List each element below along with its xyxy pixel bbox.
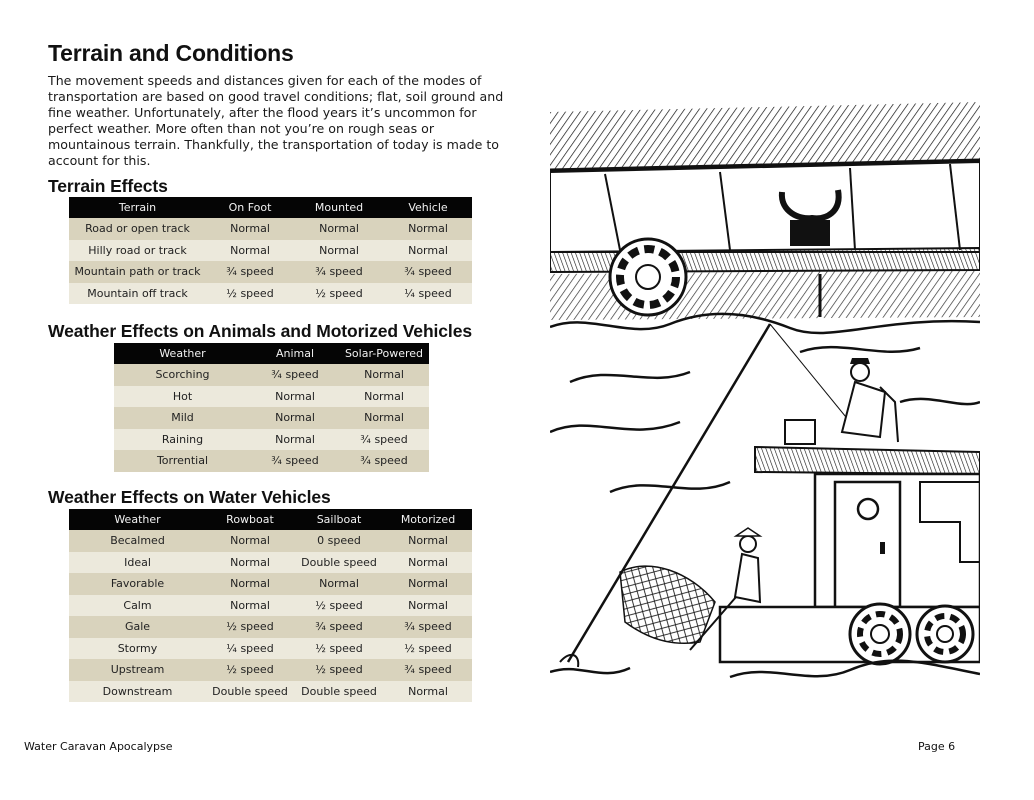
table-cell: Mountain path or track bbox=[69, 261, 206, 283]
table-cell: Normal bbox=[251, 386, 339, 408]
table-row bbox=[114, 429, 429, 451]
table-cell: Hilly road or track bbox=[69, 240, 206, 262]
table-cell: ¼ speed bbox=[384, 283, 472, 305]
table-cell: ¾ speed bbox=[339, 450, 429, 472]
table-row bbox=[69, 616, 472, 638]
column-header: Terrain bbox=[69, 197, 206, 218]
column-header: Animal bbox=[251, 343, 339, 364]
weather-animals-table bbox=[114, 343, 429, 472]
table-header-row bbox=[69, 509, 472, 530]
table-row bbox=[114, 407, 429, 429]
weather-animals-heading: Weather Effects on Animals and Motorized Vehicles bbox=[48, 321, 472, 341]
table-cell: ¾ speed bbox=[384, 659, 472, 681]
column-header: Motorized bbox=[384, 509, 472, 530]
table-cell: Double speed bbox=[294, 681, 384, 703]
table-row bbox=[114, 386, 429, 408]
table-cell: ¾ speed bbox=[294, 616, 384, 638]
table-cell: ½ speed bbox=[294, 659, 384, 681]
table-header-row bbox=[114, 343, 429, 364]
table-cell: 0 speed bbox=[294, 530, 384, 552]
table-cell: Gale bbox=[69, 616, 206, 638]
column-header: Sailboat bbox=[294, 509, 384, 530]
table-cell: Downstream bbox=[69, 681, 206, 703]
table-row bbox=[114, 364, 429, 386]
table-cell: Normal bbox=[384, 573, 472, 595]
table-cell: Normal bbox=[206, 218, 294, 240]
table-cell: Raining bbox=[114, 429, 251, 451]
table-cell: ½ speed bbox=[294, 595, 384, 617]
table-row bbox=[69, 573, 472, 595]
table-row bbox=[69, 595, 472, 617]
table-cell: ½ speed bbox=[206, 283, 294, 305]
table-cell: Normal bbox=[251, 407, 339, 429]
table-cell: Hot bbox=[114, 386, 251, 408]
weather-water-table bbox=[69, 509, 472, 702]
terrain-table bbox=[69, 197, 472, 304]
table-cell: Favorable bbox=[69, 573, 206, 595]
table-cell: Normal bbox=[384, 530, 472, 552]
table-cell: ¾ speed bbox=[206, 261, 294, 283]
table-cell: Mild bbox=[114, 407, 251, 429]
table-cell: Mountain off track bbox=[69, 283, 206, 305]
table-cell: Double speed bbox=[294, 552, 384, 574]
table-cell: ¾ speed bbox=[339, 429, 429, 451]
table-cell: ½ speed bbox=[294, 283, 384, 305]
table-cell: Normal bbox=[339, 386, 429, 408]
weather-water-heading: Weather Effects on Water Vehicles bbox=[48, 487, 331, 507]
footer-page-number: Page 6 bbox=[918, 740, 956, 753]
table-cell: Normal bbox=[206, 530, 294, 552]
table-row bbox=[69, 659, 472, 681]
table-cell: Becalmed bbox=[69, 530, 206, 552]
table-cell: Calm bbox=[69, 595, 206, 617]
page-title: Terrain and Conditions bbox=[48, 40, 294, 66]
table-row bbox=[114, 450, 429, 472]
table-cell: Normal bbox=[384, 552, 472, 574]
column-header: On Foot bbox=[206, 197, 294, 218]
table-row bbox=[69, 552, 472, 574]
table-header-row bbox=[69, 197, 472, 218]
table-cell: Normal bbox=[206, 552, 294, 574]
table-cell: ¾ speed bbox=[384, 616, 472, 638]
table-row bbox=[69, 638, 472, 660]
table-cell: Normal bbox=[206, 573, 294, 595]
table-cell: ¾ speed bbox=[294, 261, 384, 283]
table-cell: Ideal bbox=[69, 552, 206, 574]
column-header: Rowboat bbox=[206, 509, 294, 530]
table-row bbox=[69, 681, 472, 703]
table-cell: Normal bbox=[384, 218, 472, 240]
table-cell: Normal bbox=[339, 407, 429, 429]
column-header: Weather bbox=[114, 343, 251, 364]
table-cell: ¾ speed bbox=[384, 261, 472, 283]
table-row bbox=[69, 240, 472, 262]
table-cell: Normal bbox=[206, 240, 294, 262]
table-row bbox=[69, 218, 472, 240]
table-cell: ½ speed bbox=[206, 616, 294, 638]
table-cell: Normal bbox=[206, 595, 294, 617]
column-header: Weather bbox=[69, 509, 206, 530]
table-cell: Stormy bbox=[69, 638, 206, 660]
table-cell: Torrential bbox=[114, 450, 251, 472]
intro-paragraph: The movement speeds and distances given for each of the modes of transportation are based on good travel conditions; flat, soil ground and fine weather. Unfortunately, after the flood years it’s uncommon for perfect weather. More often than not you’re on rough seas or mountainous terrain. Thankfully, the transportation of today is made to account for this. bbox=[48, 73, 504, 168]
column-header: Vehicle bbox=[384, 197, 472, 218]
table-cell: Normal bbox=[384, 595, 472, 617]
terrain-heading: Terrain Effects bbox=[48, 176, 168, 196]
table-cell: Upstream bbox=[69, 659, 206, 681]
table-row bbox=[69, 283, 472, 305]
table-cell: ¾ speed bbox=[251, 364, 339, 386]
table-cell: Normal bbox=[294, 218, 384, 240]
table-cell: Road or open track bbox=[69, 218, 206, 240]
table-cell: ½ speed bbox=[384, 638, 472, 660]
table-cell: Double speed bbox=[206, 681, 294, 703]
table-cell: Scorching bbox=[114, 364, 251, 386]
table-cell: ¼ speed bbox=[206, 638, 294, 660]
table-cell: Normal bbox=[294, 573, 384, 595]
table-cell: Normal bbox=[339, 364, 429, 386]
table-row bbox=[69, 530, 472, 552]
table-cell: Normal bbox=[384, 240, 472, 262]
table-cell: ½ speed bbox=[294, 638, 384, 660]
table-cell: ½ speed bbox=[206, 659, 294, 681]
column-header: Solar-Powered bbox=[339, 343, 429, 364]
footer-book-title: Water Caravan Apocalypse bbox=[24, 740, 173, 753]
boat-sketch-illustration bbox=[550, 102, 980, 700]
table-cell: ¾ speed bbox=[251, 450, 339, 472]
column-header: Mounted bbox=[294, 197, 384, 218]
table-cell: Normal bbox=[294, 240, 384, 262]
table-row bbox=[69, 261, 472, 283]
table-cell: Normal bbox=[251, 429, 339, 451]
table-cell: Normal bbox=[384, 681, 472, 703]
